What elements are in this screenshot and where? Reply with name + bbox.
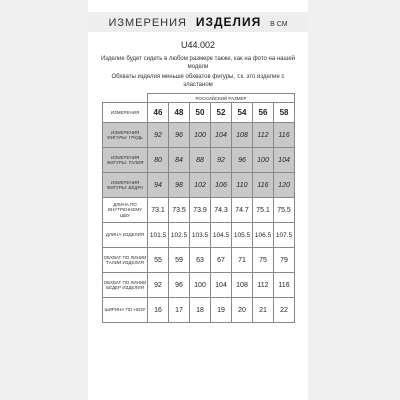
- chart-header: [88, 12, 308, 32]
- group-header-row: [103, 94, 295, 103]
- row-label: ОБХВАТ ПО ЛИНИИ ТАЛИИ ИЗДЕЛИЯ: [103, 248, 148, 273]
- value-cell: 21: [253, 298, 274, 323]
- value-cell: 22: [274, 298, 295, 323]
- value-cell: 94: [148, 173, 169, 198]
- value-cell: 96: [169, 273, 190, 298]
- value-cell: 74.3: [211, 198, 232, 223]
- value-cell: 112: [253, 123, 274, 148]
- size-table: [102, 93, 295, 323]
- value-cell: 116: [274, 123, 295, 148]
- value-cell: 100: [253, 148, 274, 173]
- value-cell: 105.5: [232, 223, 253, 248]
- value-cell: 18: [190, 298, 211, 323]
- row-label: ДЛИНА ПО ВНУТРЕННЕМУ ШВУ: [103, 198, 148, 223]
- row-label: ИЗМЕРЕНИЯ ФИГУРЫ: ГРУДЬ: [103, 123, 148, 148]
- value-cell: 80: [148, 148, 169, 173]
- value-cell: 102.5: [169, 223, 190, 248]
- header-product-word: ИЗДЕЛИЯ: [195, 15, 262, 29]
- table-row: [103, 298, 295, 323]
- value-cell: 88: [190, 148, 211, 173]
- value-cell: 108: [232, 123, 253, 148]
- value-cell: 75.5: [274, 198, 295, 223]
- product-code: U44.002: [180, 40, 216, 50]
- value-cell: 112: [253, 273, 274, 298]
- value-cell: 92: [211, 148, 232, 173]
- table-row: [103, 273, 295, 298]
- russian-size-header: РОССИЙСКИЙ РАЗМЕР: [148, 94, 295, 103]
- value-cell: 79: [274, 248, 295, 273]
- size-cell: 50: [190, 103, 211, 123]
- row-label: ОБХВАТ ПО ЛИНИИ БЕДЕР ИЗДЕЛИЯ: [103, 273, 148, 298]
- corner-label: ИЗМЕРЕНИЯ: [103, 103, 148, 123]
- value-cell: 63: [190, 248, 211, 273]
- value-cell: 116: [274, 273, 295, 298]
- size-cell: 46: [148, 103, 169, 123]
- table-row: [103, 198, 295, 223]
- value-cell: 104.5: [211, 223, 232, 248]
- value-cell: 108: [232, 273, 253, 298]
- value-cell: 116: [253, 173, 274, 198]
- value-cell: 106.5: [253, 223, 274, 248]
- value-cell: 120: [274, 173, 295, 198]
- value-cell: 19: [211, 298, 232, 323]
- fit-note: Изделие будет сидеть в любом размере также, как на фото на нашей модели: [100, 56, 296, 70]
- value-cell: 73.9: [190, 198, 211, 223]
- value-cell: 17: [169, 298, 190, 323]
- value-cell: 96: [232, 148, 253, 173]
- value-cell: 55: [148, 248, 169, 273]
- header-measure-word: ИЗМЕРЕНИЯ: [108, 17, 187, 29]
- value-cell: 100: [190, 273, 211, 298]
- value-cell: 67: [211, 248, 232, 273]
- size-row: [103, 103, 295, 123]
- value-cell: 74.7: [232, 198, 253, 223]
- value-cell: 59: [169, 248, 190, 273]
- row-label: ИЗМЕРЕНИЯ ФИГУРЫ: БЁДРА: [103, 173, 148, 198]
- value-cell: 73.5: [169, 198, 190, 223]
- row-label: ШИРИНА ПО НИЗУ: [103, 298, 148, 323]
- size-cell: 48: [169, 103, 190, 123]
- value-cell: 84: [169, 148, 190, 173]
- empty-corner-cell: [103, 94, 148, 103]
- value-cell: 96: [169, 123, 190, 148]
- value-cell: 16: [148, 298, 169, 323]
- value-cell: 104: [211, 273, 232, 298]
- value-cell: 100: [190, 123, 211, 148]
- size-cell: 52: [211, 103, 232, 123]
- value-cell: 98: [169, 173, 190, 198]
- size-cell: 54: [232, 103, 253, 123]
- value-cell: 75.1: [253, 198, 274, 223]
- size-cell: 56: [253, 103, 274, 123]
- size-cell: 58: [274, 103, 295, 123]
- value-cell: 73.1: [148, 198, 169, 223]
- value-cell: 92: [148, 273, 169, 298]
- elastane-note: Обхваты изделия меньше обхватов фигуры, т.к. это изделие с эластаном: [111, 74, 285, 88]
- value-cell: 92: [148, 123, 169, 148]
- table-row: [103, 223, 295, 248]
- value-cell: 71: [232, 248, 253, 273]
- table-row: [103, 248, 295, 273]
- value-cell: 101.5: [148, 223, 169, 248]
- value-cell: 110: [232, 173, 253, 198]
- value-cell: 20: [232, 298, 253, 323]
- header-unit: В СМ: [270, 21, 288, 28]
- value-cell: 104: [211, 123, 232, 148]
- value-cell: 107.5: [274, 223, 295, 248]
- row-label: ИЗМЕРЕНИЯ ФИГУРЫ: ТАЛИЯ: [103, 148, 148, 173]
- value-cell: 75: [253, 248, 274, 273]
- table-row: [103, 148, 295, 173]
- size-chart-card: [88, 0, 308, 400]
- row-label: ДЛИНА ИЗДЕЛИЯ: [103, 223, 148, 248]
- value-cell: 106: [211, 173, 232, 198]
- table-row: [103, 123, 295, 148]
- table-row: [103, 173, 295, 198]
- value-cell: 102: [190, 173, 211, 198]
- value-cell: 104: [274, 148, 295, 173]
- value-cell: 103.5: [190, 223, 211, 248]
